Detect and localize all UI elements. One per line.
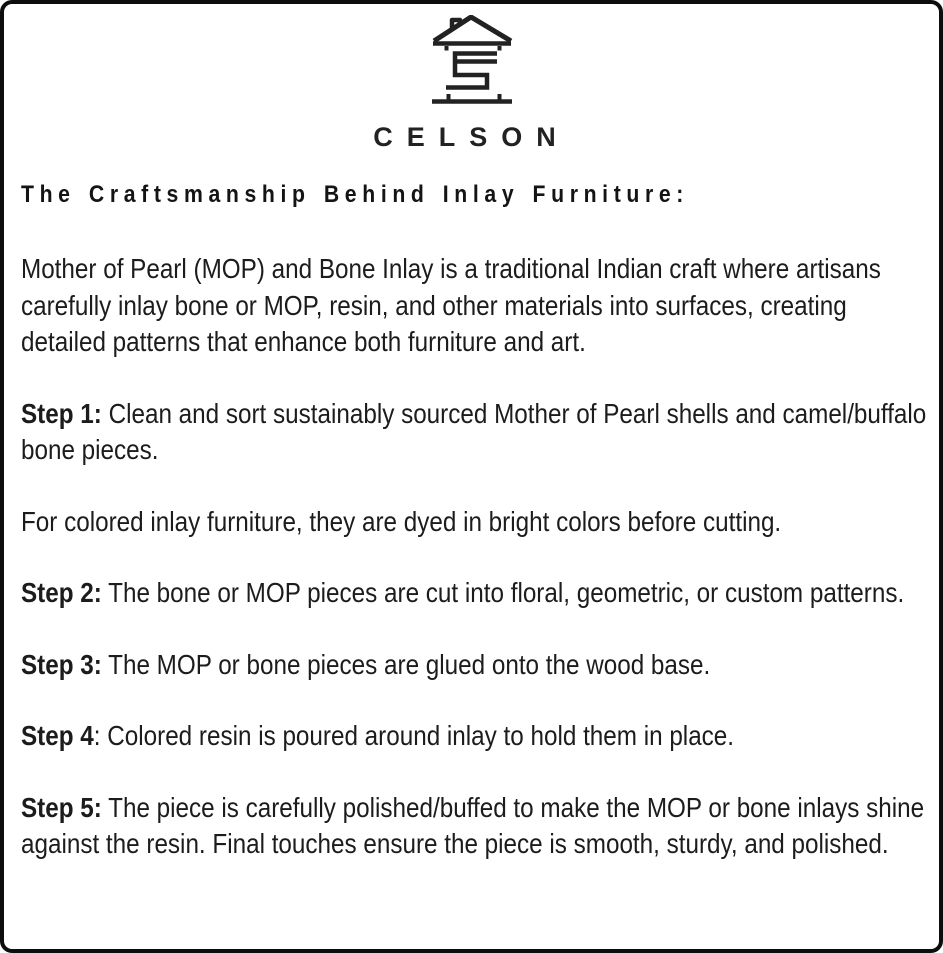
article-body xyxy=(21,180,930,863)
brand-name: CELSON xyxy=(373,122,570,152)
step-label: Step 4 xyxy=(21,720,94,751)
paragraph-text: Mother of Pearl (MOP) and Bone Inlay is a traditional Indian craft where artisans carefully inlay bone or MOP, resin, and other materials into surfaces, creating detailed patterns that enhance both furniture and art. xyxy=(21,253,881,357)
step-2-paragraph xyxy=(21,575,930,612)
paragraph-text: The MOP or bone pieces are glued onto the wood base. xyxy=(101,648,711,680)
step-4-paragraph xyxy=(21,718,930,755)
step-3-paragraph xyxy=(21,647,930,684)
house-with-s-monogram-icon xyxy=(430,15,514,104)
page-title: The Craftsmanship Behind Inlay Furniture: xyxy=(21,181,689,208)
step-1-paragraph xyxy=(21,396,930,469)
paragraph-text: The bone or MOP pieces are cut into floral, geometric, or custom patterns. xyxy=(101,577,905,608)
paragraph-text: : Colored resin is poured around inlay to hold them in place. xyxy=(93,720,735,751)
step-label: Step 5: xyxy=(21,791,102,823)
intro-paragraph xyxy=(21,251,930,361)
step-label: Step 3: xyxy=(21,648,102,680)
brand-header xyxy=(4,4,939,152)
colored-inlay-note xyxy=(21,504,930,541)
step-5-paragraph xyxy=(21,790,930,863)
paragraph-text: Clean and sort sustainably sourced Mother of Pearl shells and camel/buffalo bone pieces. xyxy=(21,397,927,465)
step-label: Step 1: xyxy=(21,397,102,429)
paragraph-text: For colored inlay furniture, they are dyed in bright colors before cutting. xyxy=(21,505,782,537)
paragraph-text: The piece is carefully polished/buffed to make the MOP or bone inlays shine against the resin. Final touches ensure the piece is smooth, sturdy, and polished. xyxy=(21,791,925,859)
step-label: Step 2: xyxy=(21,577,102,608)
